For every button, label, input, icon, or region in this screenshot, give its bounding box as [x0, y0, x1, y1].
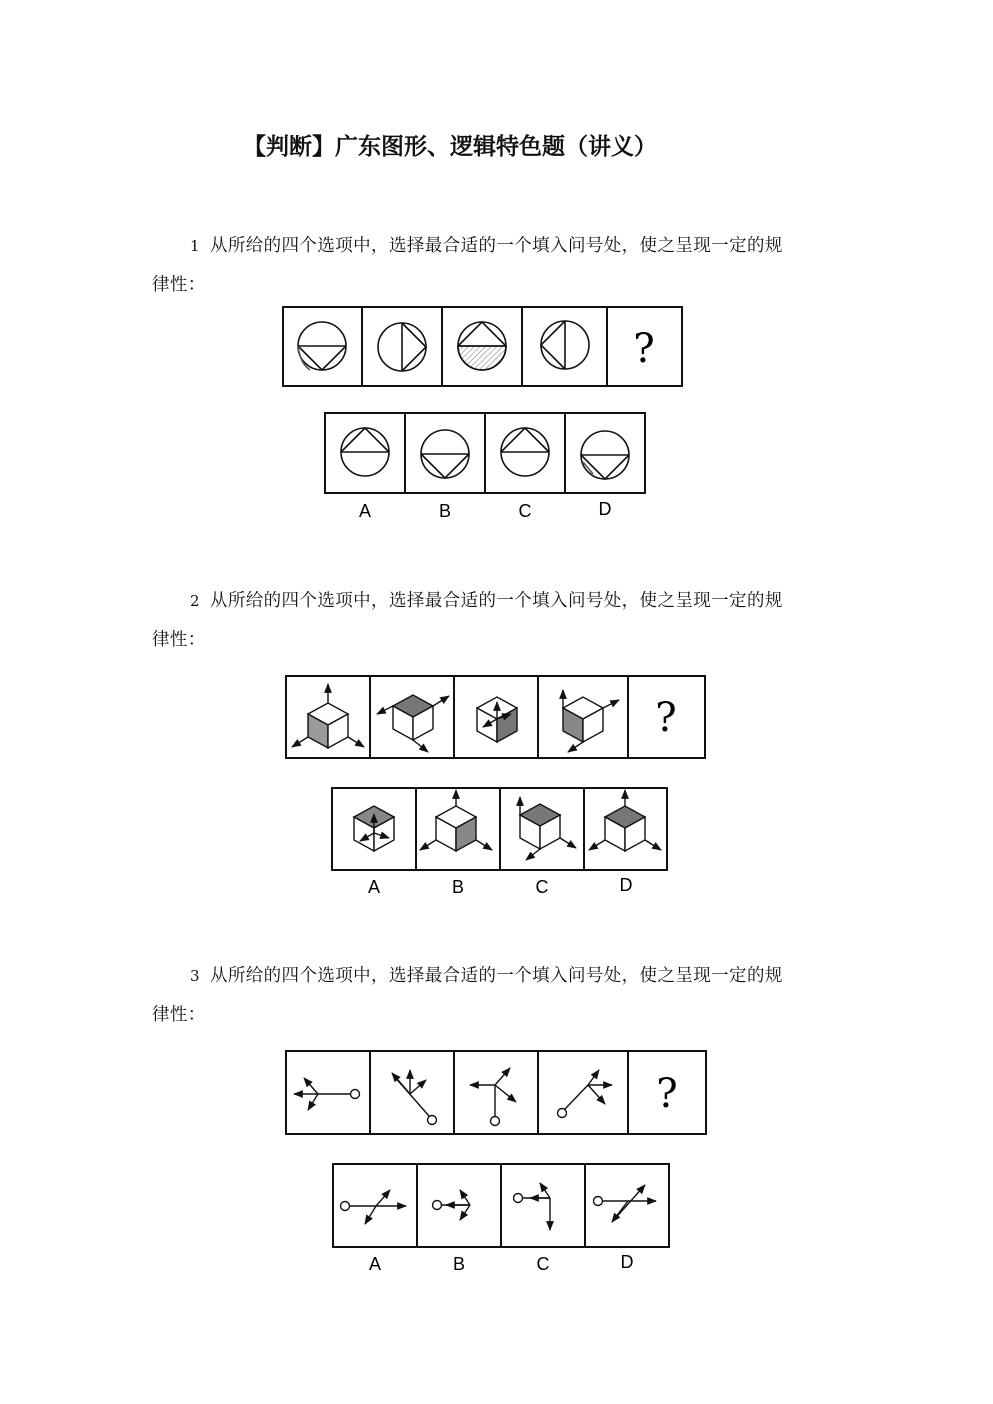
q3-option-d-figure [594, 1185, 657, 1222]
question-1-text-cont: 律性： [152, 275, 206, 295]
question-number: 3 [190, 967, 200, 985]
q3-seq-3-arrow-figure [470, 1068, 516, 1126]
question-prompt: 从所给的四个选项中，选择最合适的一个填入问号处，使之呈现一定的规 [209, 591, 783, 611]
page-title: 【判断】广东图形、逻辑特色题（讲义） [243, 134, 657, 160]
question-3-text-cont: 律性： [152, 1005, 206, 1025]
q3-seq-2-arrow-figure [392, 1070, 437, 1125]
q3-option-b-label: B [452, 1254, 466, 1274]
q3-option-a-figure [341, 1190, 407, 1224]
q3-seq-1-arrow-figure [294, 1078, 360, 1110]
q3-option-d-label: D [620, 1252, 634, 1272]
q3-question-mark: ? [656, 1071, 678, 1117]
question-number: 2 [190, 592, 200, 610]
q2-option-c-label: C [535, 877, 549, 897]
question-prompt: 从所给的四个选项中，选择最合适的一个填入问号处，使之呈现一定的规 [209, 966, 783, 986]
q1-question-mark: ? [633, 326, 655, 372]
q1-option-c-label: C [518, 501, 532, 521]
q2-question-mark: ? [655, 695, 677, 741]
q3-option-c-figure [514, 1183, 551, 1230]
q2-option-b-label: B [451, 877, 465, 897]
q3-seq-4-arrow-figure [558, 1070, 613, 1118]
q3-option-b-figure [433, 1190, 471, 1220]
q2-option-a-label: A [367, 877, 381, 897]
q3-option-a-label: A [368, 1254, 382, 1274]
q3-option-c-label: C [536, 1254, 550, 1274]
question-number: 1 [190, 237, 200, 255]
question-2-text-cont: 律性： [152, 630, 206, 650]
q2-option-d-label: D [619, 875, 633, 895]
question-prompt: 从所给的四个选项中，选择最合适的一个填入问号处，使之呈现一定的规 [209, 236, 783, 256]
q1-option-a-label: A [358, 501, 372, 521]
q1-option-d-label: D [598, 499, 612, 519]
q1-option-b-label: B [438, 501, 452, 521]
